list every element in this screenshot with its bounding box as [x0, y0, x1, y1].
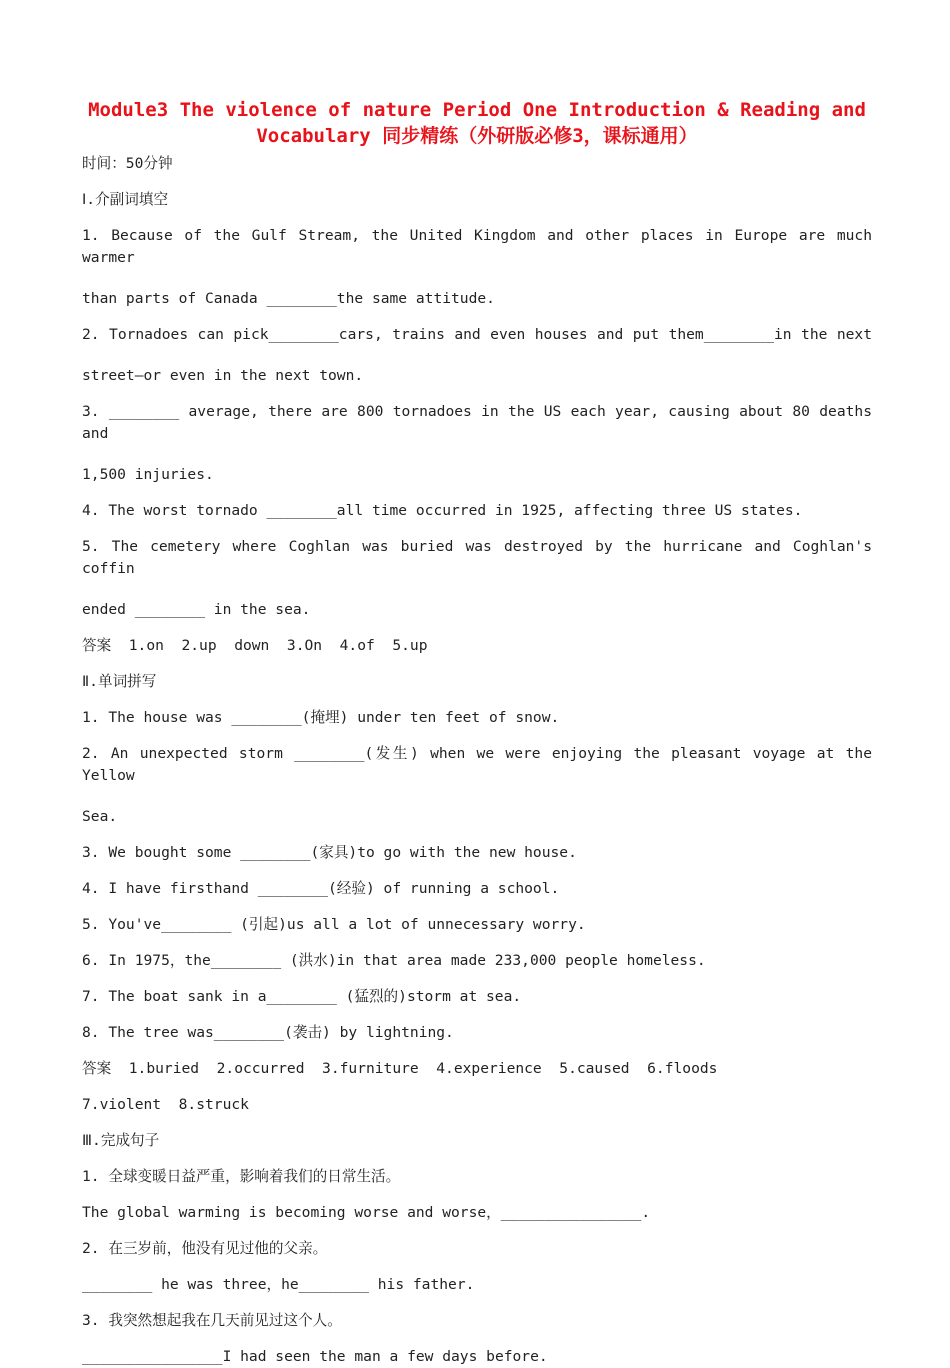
question-line: 3. ________ average, there are 800 tornadoes in the US each year, causing about 80 deaths and	[82, 403, 872, 442]
section-heading: Ⅱ.单词拼写	[82, 673, 157, 690]
question-chinese: 3. 我突然想起我在几天前见过这个人。	[82, 1312, 342, 1329]
title-line-1: Module3 The violence of nature Period One Introduction & Reading and	[88, 99, 866, 121]
answer-key: 答案 1.buried 2.occurred 3.furniture 4.experience 5.caused 6.floods	[82, 1060, 718, 1077]
question-english: ________________I had seen the man a few days before.	[82, 1348, 548, 1365]
question-line: 4. I have firsthand ________(经验) of running a school.	[82, 880, 560, 897]
section-heading: Ⅲ.完成句子	[82, 1132, 160, 1149]
question-line: Sea.	[82, 808, 118, 825]
question-line: than parts of Canada ________the same attitude.	[82, 290, 495, 307]
question-line: 5. The cemetery where Coghlan was buried was destroyed by the hurricane and Coghlan's coffin	[82, 538, 872, 577]
question-line: 5. You've________ (引起)us all a lot of unnecessary worry.	[82, 916, 586, 933]
question-line: 1. Because of the Gulf Stream, the United Kingdom and other places in Europe are much warmer	[82, 227, 872, 266]
question-chinese: 2. 在三岁前，他没有见过他的父亲。	[82, 1240, 328, 1257]
question-line: 2. Tornadoes can pick________cars, trains and even houses and put them________in the next	[82, 326, 872, 343]
question-line: ended ________ in the sea.	[82, 601, 311, 618]
title-line-2: Vocabulary 同步精练（外研版必修3，课标通用）	[256, 125, 698, 147]
document-page	[82, 97, 872, 1368]
answer-key: 7.violent 8.struck	[82, 1096, 249, 1113]
question-line: 3. We bought some ________(家具)to go with the new house.	[82, 844, 577, 861]
question-line: 8. The tree was________(袭击) by lightning.	[82, 1024, 454, 1041]
question-english: ________ he was three，he________ his father.	[82, 1276, 475, 1293]
question-line: 1,500 injuries.	[82, 466, 214, 483]
question-line: 1. The house was ________(掩埋) under ten feet of snow.	[82, 709, 560, 726]
question-chinese: 1. 全球变暖日益严重，影响着我们的日常生活。	[82, 1168, 401, 1185]
question-line: 2. An unexpected storm ________(发生) when we were enjoying the pleasant voyage at the Yellow	[82, 745, 872, 784]
question-line: 6. In 1975，the________ (洪水)in that area made 233,000 people homeless.	[82, 952, 706, 969]
question-line: 4. The worst tornado ________all time occurred in 1925, affecting three US states.	[82, 502, 803, 519]
answer-key: 答案 1.on 2.up down 3.On 4.of 5.up	[82, 637, 428, 654]
question-line: 7. The boat sank in a________ (猛烈的)storm at sea.	[82, 988, 522, 1005]
time-limit: 时间：50分钟	[82, 155, 173, 172]
section-heading: Ⅰ.介副词填空	[82, 191, 169, 208]
question-english: The global warming is becoming worse and worse，________________.	[82, 1204, 651, 1221]
question-line: street—or even in the next town.	[82, 367, 364, 384]
document-title	[82, 97, 872, 149]
